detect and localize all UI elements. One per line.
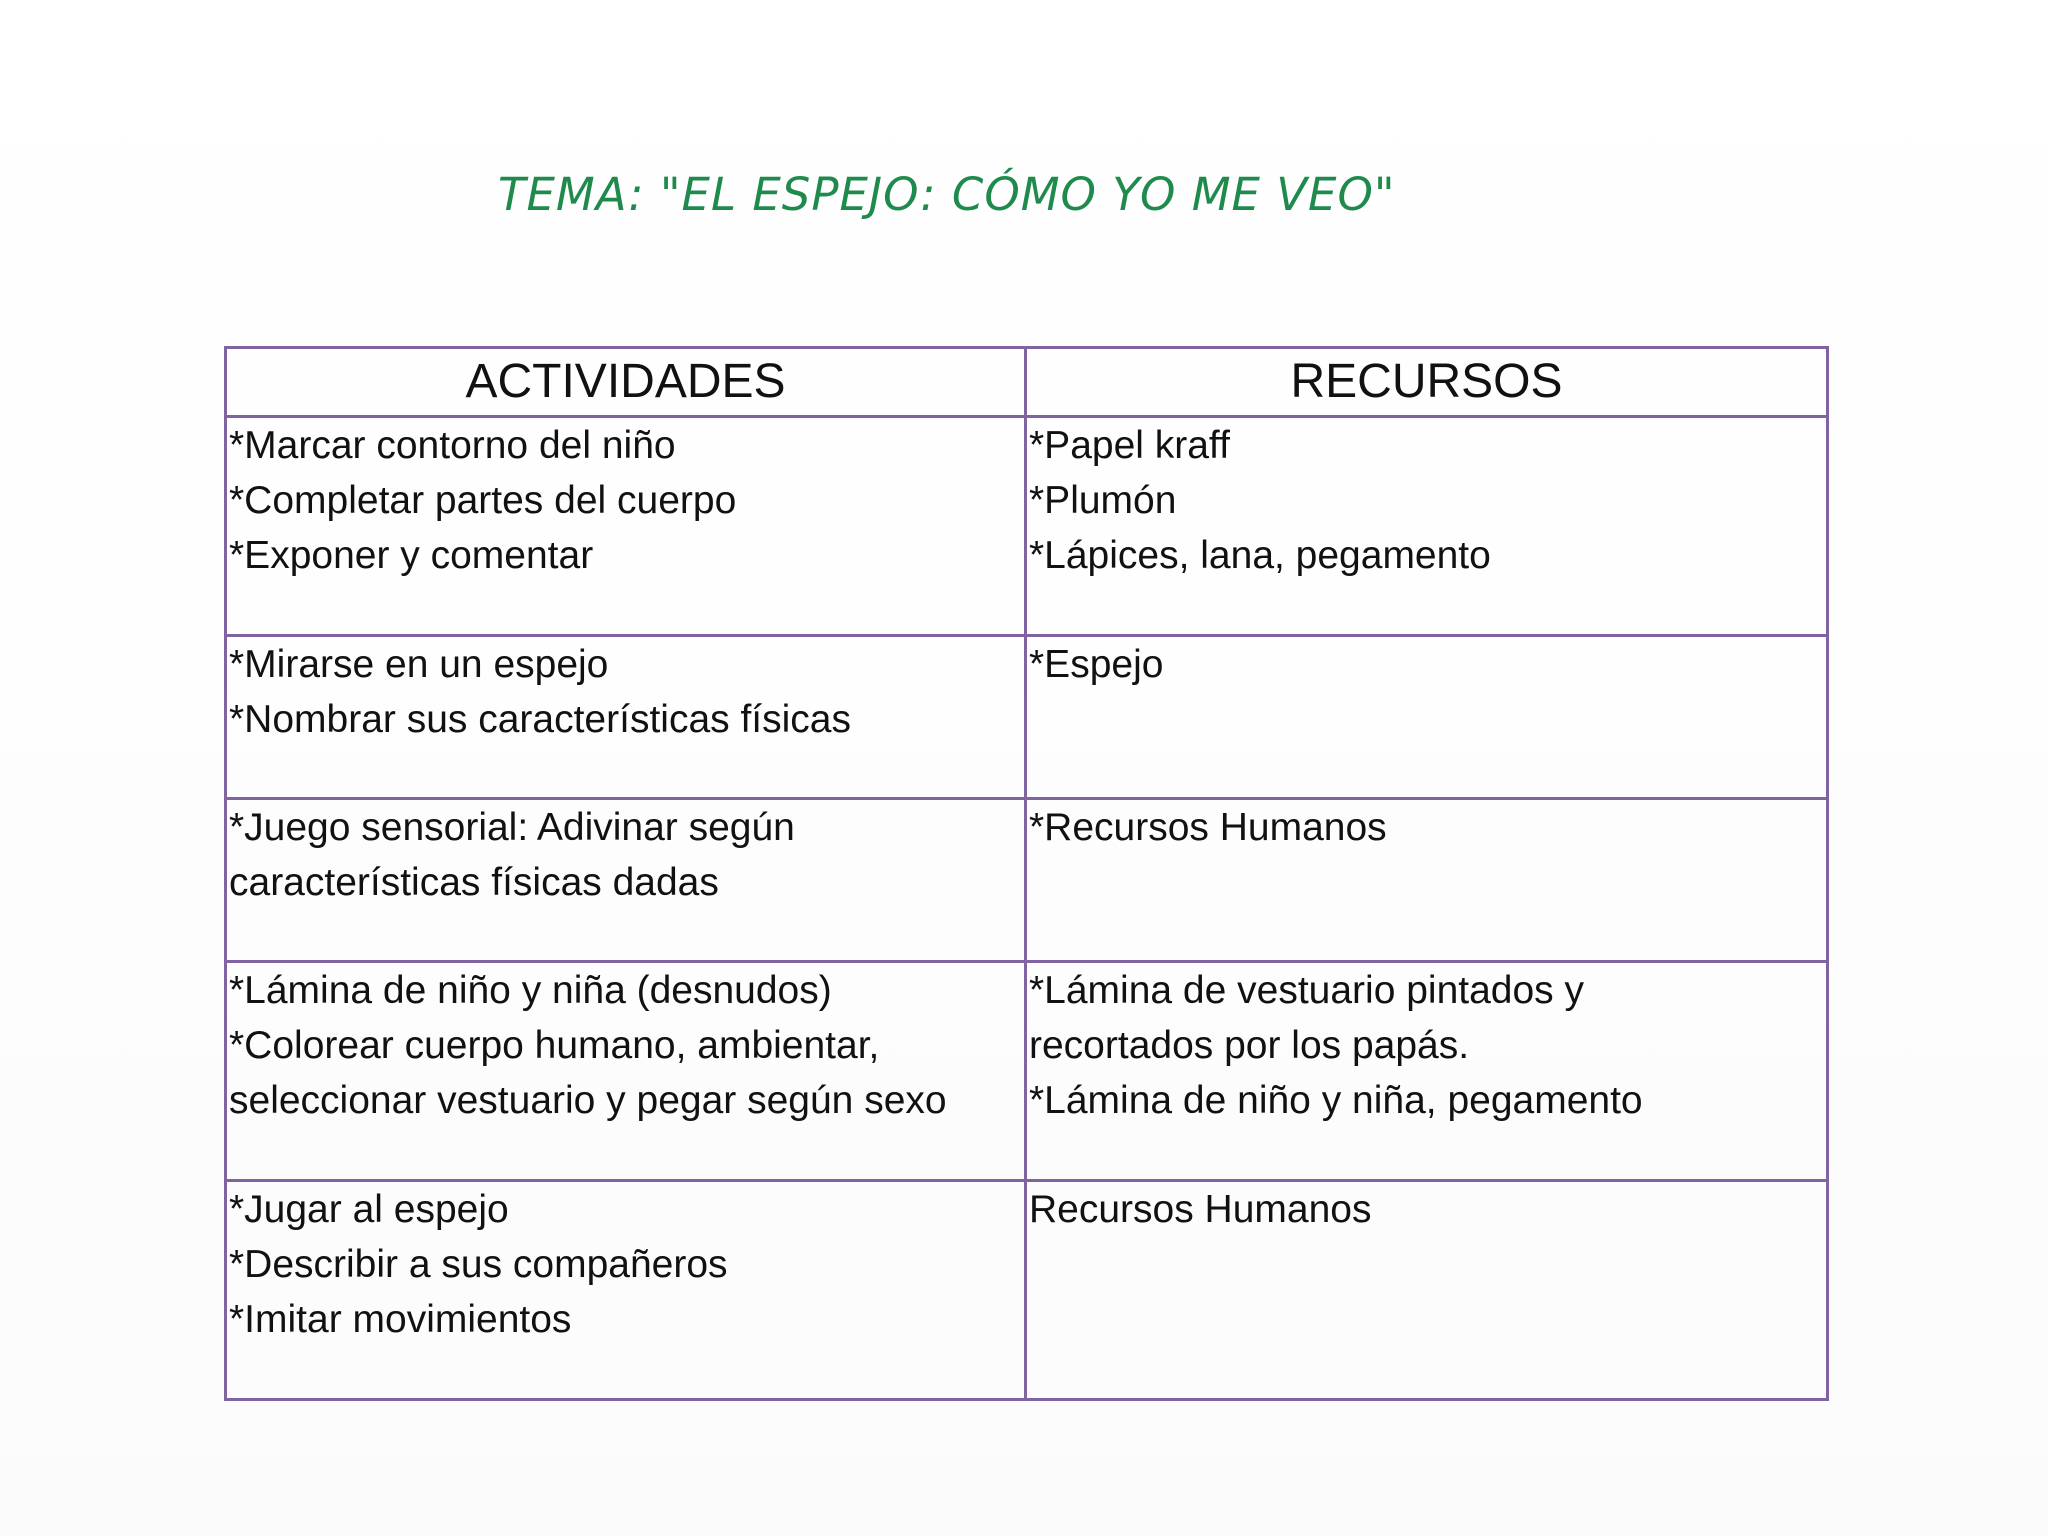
header-recursos: RECURSOS — [1026, 348, 1828, 417]
cell-line: *Plumón — [1029, 479, 1177, 522]
cell-line: Recursos Humanos — [1029, 1188, 1372, 1231]
recursos-cell — [1026, 1181, 1828, 1400]
cell-line: *Espejo — [1029, 643, 1164, 686]
cell-line: *Lámina de niño y niña (desnudos) — [229, 969, 832, 1012]
actividades-cell — [226, 962, 1026, 1181]
recursos-cell — [1026, 962, 1828, 1181]
cell-line: características físicas dadas — [229, 861, 719, 904]
cell-line: *Jugar al espejo — [229, 1188, 509, 1231]
cell-line: recortados por los papás. — [1029, 1024, 1470, 1067]
cell-line: *Juego sensorial: Adivinar según — [229, 806, 795, 849]
actividades-cell — [226, 636, 1026, 799]
cell-line: *Lápices, lana, pegamento — [1029, 534, 1491, 577]
header-actividades: ACTIVIDADES — [226, 348, 1026, 417]
cell-line: *Recursos Humanos — [1029, 806, 1387, 849]
slide-title: TEMA: "EL ESPEJO: CÓMO YO ME VEO" — [498, 168, 1396, 221]
table-row — [226, 636, 1828, 799]
table-row — [226, 417, 1828, 636]
table-row — [226, 1181, 1828, 1400]
cell-line: *Describir a sus compañeros — [229, 1243, 728, 1286]
table-row — [226, 962, 1828, 1181]
recursos-cell — [1026, 417, 1828, 636]
cell-line: *Nombrar sus características físicas — [229, 698, 852, 741]
cell-line: *Lámina de vestuario pintados y — [1029, 969, 1585, 1012]
cell-line: *Completar partes del cuerpo — [229, 479, 737, 522]
recursos-cell — [1026, 799, 1828, 962]
cell-line: *Papel kraff — [1029, 424, 1230, 467]
cell-line: *Marcar contorno del niño — [229, 424, 676, 467]
table-header-row — [226, 348, 1828, 417]
cell-line: *Imitar movimientos — [229, 1298, 572, 1341]
cell-line: *Exponer y comentar — [229, 534, 594, 577]
actividades-cell — [226, 1181, 1026, 1400]
table-row — [226, 799, 1828, 962]
recursos-cell — [1026, 636, 1828, 799]
cell-line: *Mirarse en un espejo — [229, 643, 609, 686]
actividades-cell — [226, 417, 1026, 636]
actividades-cell — [226, 799, 1026, 962]
cell-line: *Colorear cuerpo humano, ambientar, — [229, 1024, 880, 1067]
activities-table — [224, 346, 1829, 1401]
cell-line: *Lámina de niño y niña, pegamento — [1029, 1079, 1643, 1122]
cell-line: seleccionar vestuario y pegar según sexo — [229, 1079, 947, 1122]
